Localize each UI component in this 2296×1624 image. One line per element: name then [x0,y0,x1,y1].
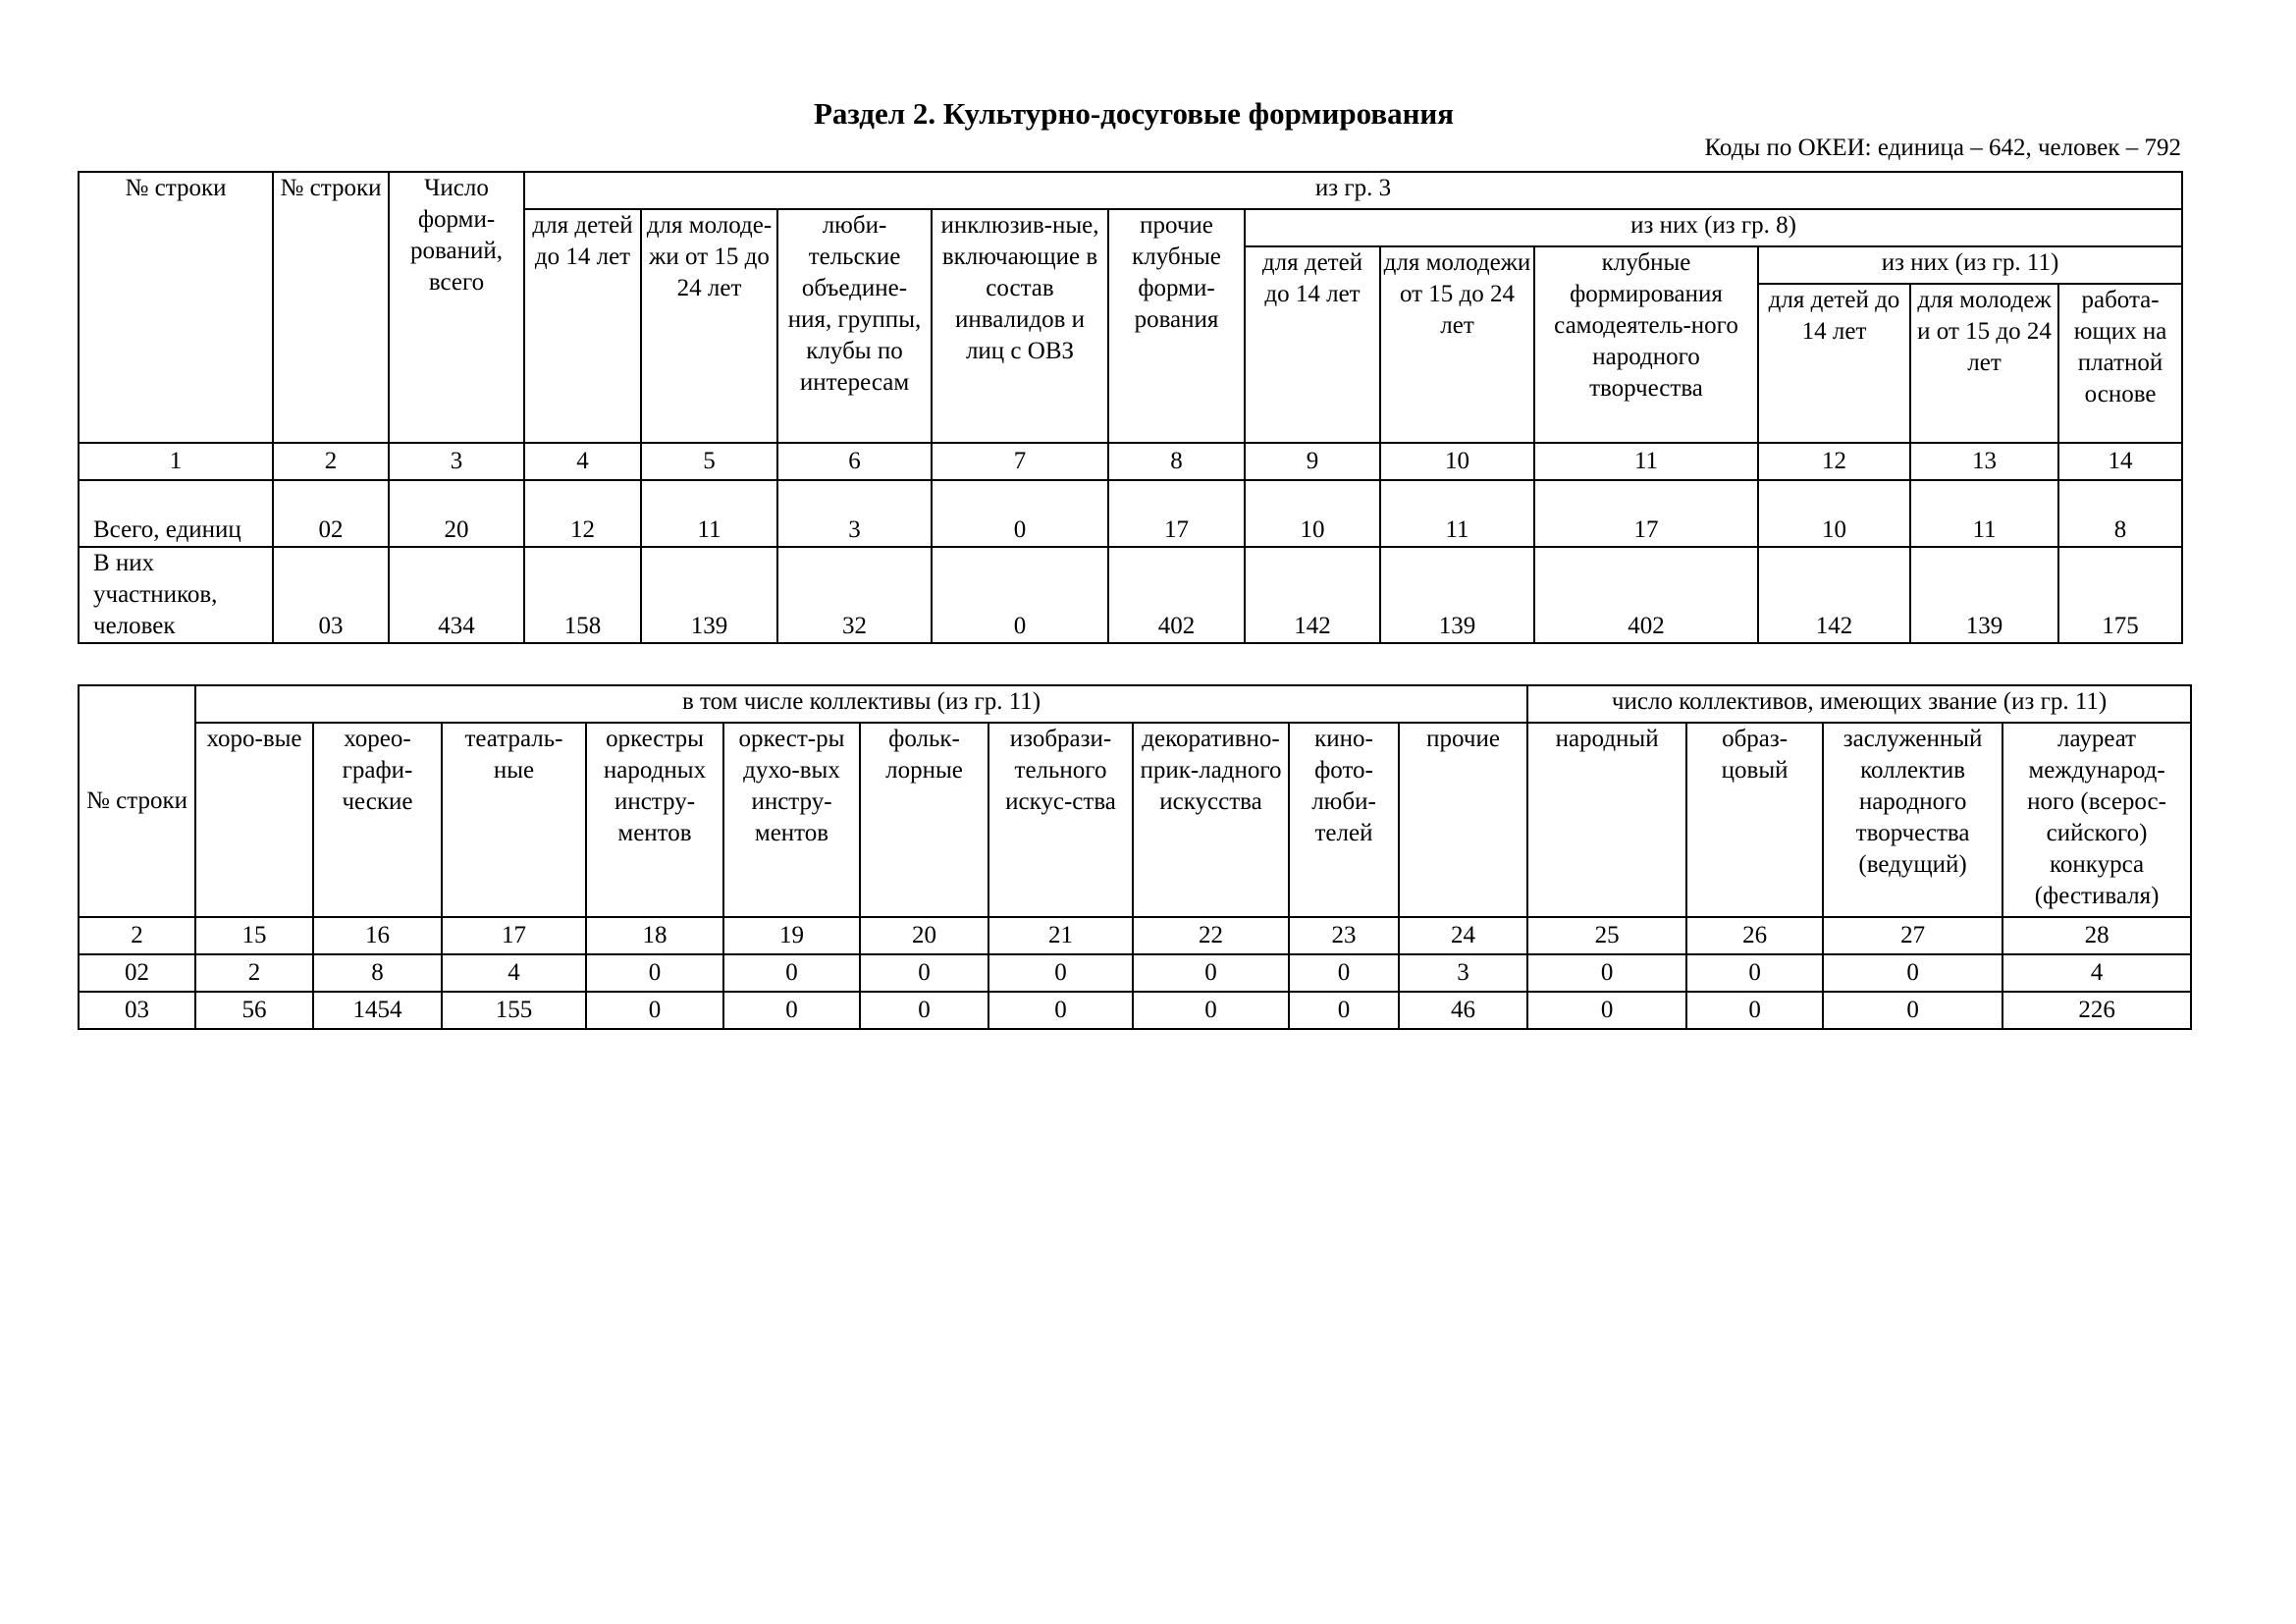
column-number: 5 [641,443,777,480]
cell: 17 [1108,480,1245,547]
cell: 4 [2002,954,2191,992]
cell: 139 [1910,547,2058,643]
header-youth-10: для молодежи от 15 до 24 лет [1380,246,1534,443]
cell: 32 [777,547,932,643]
header-fine-arts: изобрази-тельного искус-ства [988,723,1133,917]
cell: 0 [1686,954,1823,992]
cell: 1454 [313,992,442,1029]
column-number: 23 [1289,917,1399,954]
header-from-col3: из гр. 3 [524,172,2182,209]
cell: 0 [1289,992,1399,1029]
column-number: 20 [860,917,988,954]
cell: 20 [389,480,524,547]
cell: 402 [1534,547,1758,643]
header-brass-orchestras: оркест-ры духо-вых инстру-ментов [723,723,860,917]
cell: 142 [1758,547,1910,643]
column-number: 11 [1534,443,1758,480]
cell: 0 [1133,954,1289,992]
column-number: 13 [1910,443,2058,480]
cell: 0 [586,954,723,992]
cell: 11 [641,480,777,547]
row-label: Всего, единиц [79,480,273,547]
header-honored-collective: заслуженный коллектив народного творчества (ведущий) [1823,723,2002,917]
header-decorative-arts: декоративно-прик-ладного искусства [1133,723,1289,917]
cell: 0 [932,547,1108,643]
column-number: 17 [442,917,586,954]
column-number: 7 [932,443,1108,480]
header-from-col8: из них (из гр. 8) [1245,209,2182,246]
cell: 0 [860,992,988,1029]
header-folk-orchestras: оркестры народных инстру-ментов [586,723,723,917]
column-number: 10 [1380,443,1534,480]
cell: 142 [1245,547,1380,643]
column-number: 21 [988,917,1133,954]
column-number: 27 [1823,917,2002,954]
header-row-no: № строки [79,685,195,917]
cell: 139 [641,547,777,643]
header-row-no: № строки [273,172,389,443]
cell: 4 [442,954,586,992]
cell: 434 [389,547,524,643]
cell: 02 [79,954,195,992]
cell: 139 [1380,547,1534,643]
header-choreographic: хорео-графи-ческие [313,723,442,917]
column-numbers-row [79,917,2191,954]
column-number: 2 [79,917,195,954]
column-number: 15 [195,917,313,954]
header-theatrical: театраль-ные [442,723,586,917]
header-total: Число форми-рований, всего [389,172,524,443]
cell: 2 [195,954,313,992]
cell: 175 [2058,547,2182,643]
column-number: 8 [1108,443,1245,480]
cell: 0 [1823,992,2002,1029]
cell: 0 [1823,954,2002,992]
cell: 8 [2058,480,2182,547]
header-amateur: люби-тельские объедине-ния, группы, клубы по интересам [777,209,932,443]
column-number: 12 [1758,443,1910,480]
header-other-clubs: прочие клубные форми-рования [1108,209,1245,443]
cell: 155 [442,992,586,1029]
header-titled-collectives: число коллективов, имеющих звание (из гр. 11) [1527,685,2191,723]
table-row [79,480,2182,547]
header-children-9: для детей до 14 лет [1245,246,1380,443]
header-from-col11: из них (из гр. 11) [1758,246,2182,284]
cell: 11 [1910,480,2058,547]
cell: 3 [777,480,932,547]
header-children: для детей до 14 лет [524,209,641,443]
cell: 0 [1527,992,1686,1029]
cell: 0 [723,992,860,1029]
header-youth-13: для молодеж и от 15 до 24 лет [1910,284,2058,443]
table-row [79,547,2182,643]
header-paid-14: работа-ющих на платной основе [2058,284,2182,443]
header-choral: хоро-вые [195,723,313,917]
column-number: 24 [1399,917,1527,954]
cell: 0 [932,480,1108,547]
column-number: 16 [313,917,442,954]
column-numbers-row [79,443,2182,480]
table-row [79,992,2191,1029]
cell: 12 [524,480,641,547]
column-number: 19 [723,917,860,954]
header-model-title: образ-цовый [1686,723,1823,917]
cell: 3 [1399,954,1527,992]
cell: 0 [1133,992,1289,1029]
column-number: 28 [2002,917,2191,954]
cell: 0 [988,992,1133,1029]
header-other: прочие [1399,723,1527,917]
cell: 11 [1380,480,1534,547]
column-number: 22 [1133,917,1289,954]
cell: 10 [1245,480,1380,547]
header-inclusive: инклюзив-ные, включающие в состав инвалидов и лиц с ОВЗ [932,209,1108,443]
column-number: 4 [524,443,641,480]
cell: 03 [79,992,195,1029]
column-number: 3 [389,443,524,480]
cell: 02 [273,480,389,547]
cell: 0 [723,954,860,992]
header-row-name: № строки [79,172,273,443]
collectives-table [78,684,2192,1030]
cell: 56 [195,992,313,1029]
cell: 46 [1399,992,1527,1029]
formations-table [78,171,2183,644]
cell: 0 [1686,992,1823,1029]
cell: 0 [988,954,1133,992]
column-number: 9 [1245,443,1380,480]
cell: 8 [313,954,442,992]
cell: 17 [1534,480,1758,547]
cell: 0 [586,992,723,1029]
cell: 03 [273,547,389,643]
section-title: Раздел 2. Культурно-досуговые формирования [813,96,1455,131]
column-number: 6 [777,443,932,480]
okei-codes: Коды по ОКЕИ: единица – 642, человек – 792 [1704,135,2181,161]
header-folklore: фольк-лорные [860,723,988,917]
header-folk-title: народный [1527,723,1686,917]
cell: 0 [860,954,988,992]
column-number: 26 [1686,917,1823,954]
column-number: 18 [586,917,723,954]
cell: 0 [1527,954,1686,992]
column-number: 1 [79,443,273,480]
cell: 158 [524,547,641,643]
cell: 226 [2002,992,2191,1029]
cell: 10 [1758,480,1910,547]
cell: 402 [1108,547,1245,643]
column-number: 14 [2058,443,2182,480]
header-laureate: лауреат международ-ного (всерос-сийского) конкурса (фестиваля) [2002,723,2191,917]
table-row [79,954,2191,992]
column-number: 2 [273,443,389,480]
column-number: 25 [1527,917,1686,954]
row-label: В них участников, человек [79,547,273,643]
header-including-collectives: в том числе коллективы (из гр. 11) [195,685,1527,723]
header-youth: для молоде-жи от 15 до 24 лет [641,209,777,443]
header-folk-11: клубные формирования самодеятель-ного народного творчества [1534,246,1758,443]
header-children-12: для детей до 14 лет [1758,284,1910,443]
cell: 0 [1289,954,1399,992]
header-film-photo: кино-фото-люби-телей [1289,723,1399,917]
